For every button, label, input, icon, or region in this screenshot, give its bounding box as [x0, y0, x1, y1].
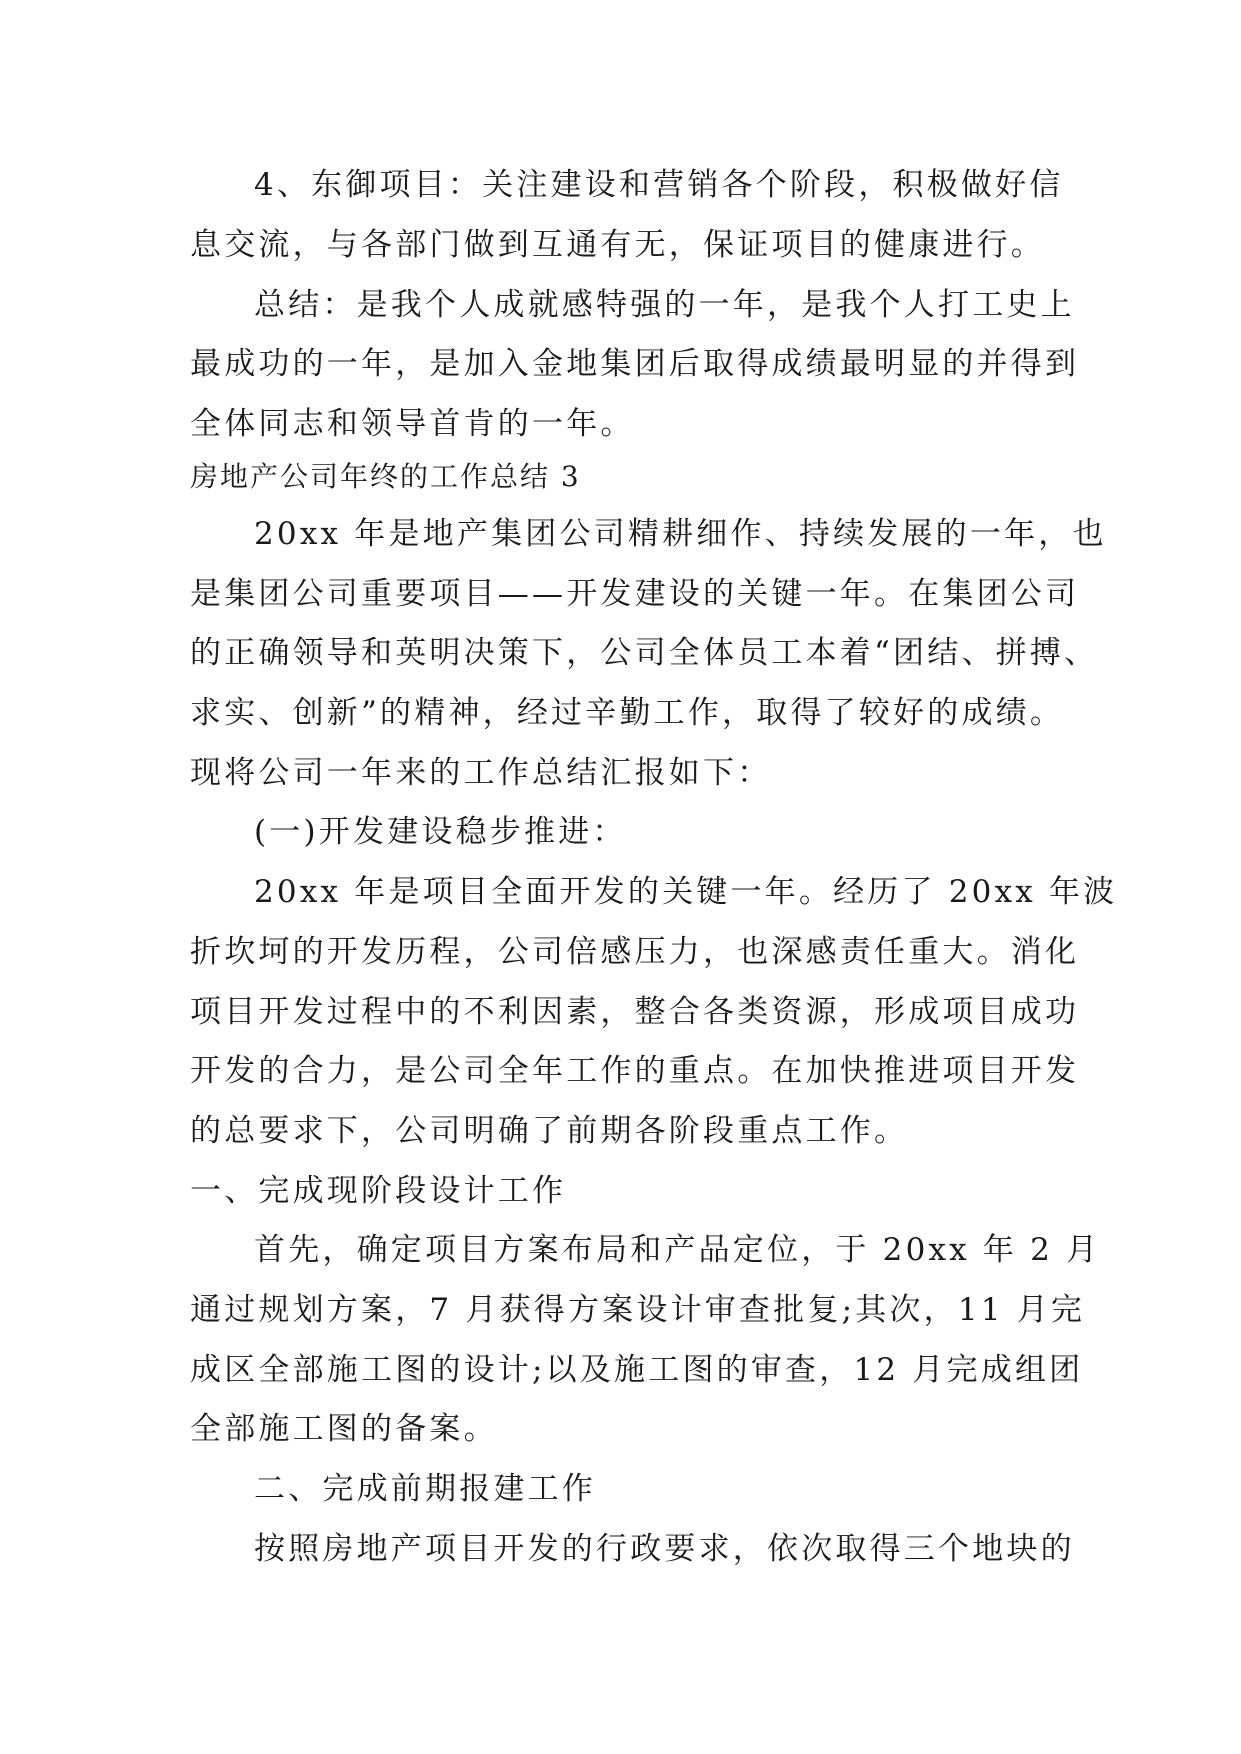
- paragraph-line: 全部施工图的备案。: [190, 1411, 498, 1447]
- paragraph-line: 按照房地产项目开发的行政要求，依次取得三个地块的: [254, 1531, 1075, 1567]
- paragraph-line: 首先，确定项目方案布局和产品定位，于 20xx 年 2 月: [254, 1232, 1101, 1268]
- paragraph-line: 求实、创新”的精神，经过辛勤工作，取得了较好的成绩。: [190, 695, 1065, 731]
- paragraph-line: 4、东御项目：关注建设和营销各个阶段，积极做好信: [254, 167, 1064, 203]
- paragraph-line: 折坎坷的开发历程，公司倍感压力，也深感责任重大。消化: [190, 934, 1080, 970]
- paragraph-line: 通过规划方案，7 月获得方案设计审查批复;其次，11 月完: [190, 1292, 1086, 1328]
- sub-heading: 二、完成前期报建工作: [254, 1471, 596, 1507]
- paragraph-line: 成区全部施工图的设计;以及施工图的审查，12 月完成组团: [190, 1352, 1084, 1388]
- sub-heading: (一)开发建设稳步推进：: [254, 814, 627, 850]
- paragraph-line: 现将公司一年来的工作总结汇报如下：: [190, 755, 772, 791]
- paragraph-line: 全体同志和领导首肯的一年。: [190, 406, 635, 442]
- sub-heading: 一、完成现阶段设计工作: [190, 1173, 567, 1209]
- paragraph-line: 的正确领导和英明决策下，公司全体员工本着“团结、拼搏、: [190, 635, 1099, 671]
- section-heading: 房地产公司年终的工作总结 3: [190, 460, 581, 493]
- paragraph-line: 项目开发过程中的不利因素，整合各类资源，形成项目成功: [190, 994, 1080, 1030]
- paragraph-line: 的总要求下，公司明确了前期各阶段重点工作。: [190, 1113, 909, 1149]
- paragraph-line: 20xx 年是项目全面开发的关键一年。经历了 20xx 年波: [254, 874, 1118, 910]
- paragraph-line: 总结：是我个人成就感特强的一年，是我个人打工史上: [254, 287, 1075, 323]
- paragraph-line: 20xx 年是地产集团公司精耕细作、持续发展的一年，也: [254, 516, 1107, 552]
- paragraph-line: 息交流，与各部门做到互通有无，保证项目的健康进行。: [190, 227, 1045, 263]
- paragraph-line: 最成功的一年，是加入金地集团后取得成绩最明显的并得到: [190, 346, 1080, 382]
- paragraph-line: 是集团公司重要项目——开发建设的关键一年。在集团公司: [190, 576, 1080, 612]
- paragraph-line: 开发的合力，是公司全年工作的重点。在加快推进项目开发: [190, 1053, 1080, 1089]
